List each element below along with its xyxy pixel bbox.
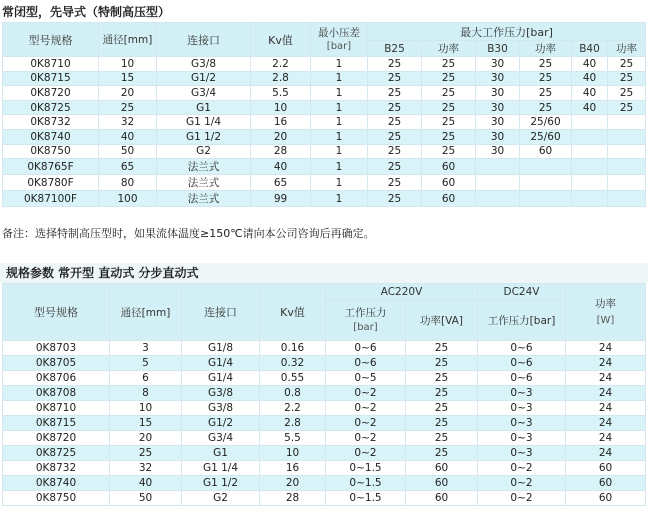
table-cell: 2.8 xyxy=(251,71,311,86)
table-cell: 25 xyxy=(608,100,646,115)
table-cell: 30 xyxy=(476,86,520,101)
table-cell: 0~2 xyxy=(326,401,406,416)
table-cell: 32 xyxy=(110,461,182,476)
table-cell: 0~1.5 xyxy=(326,491,406,506)
table-cell: 25 xyxy=(406,446,478,461)
table-cell: 25 xyxy=(520,100,572,115)
table-row xyxy=(3,57,646,72)
table-cell: 65 xyxy=(251,175,311,191)
table-cell: 5.5 xyxy=(251,86,311,101)
table-cell: 10 xyxy=(260,446,326,461)
table-cell: 0~6 xyxy=(326,341,406,356)
table-cell: G1 1/4 xyxy=(157,115,251,130)
table-cell: 0.55 xyxy=(260,371,326,386)
table-cell: 0K8703 xyxy=(3,341,110,356)
table-cell: 1 xyxy=(311,57,368,72)
table-cell: 25 xyxy=(110,446,182,461)
table-cell: 28 xyxy=(260,491,326,506)
table-cell: 25 xyxy=(406,386,478,401)
table-row xyxy=(3,341,646,356)
table-cell: 60 xyxy=(422,175,476,191)
table-cell: 50 xyxy=(99,144,157,159)
t2-header-model: 型号规格 xyxy=(3,284,110,341)
header-connection: 连接口 xyxy=(157,23,251,57)
table-cell: 0.32 xyxy=(260,356,326,371)
table-cell: 30 xyxy=(476,129,520,144)
table-cell: 25 xyxy=(368,71,422,86)
table-cell: 25 xyxy=(406,341,478,356)
table-cell: 24 xyxy=(566,341,646,356)
table-cell: 50 xyxy=(110,491,182,506)
table-cell: G1 1/2 xyxy=(157,129,251,144)
table-cell: 60 xyxy=(422,191,476,207)
table-cell: 0K8750 xyxy=(3,144,99,159)
table-row xyxy=(3,371,646,386)
table-cell: 25 xyxy=(368,175,422,191)
table-cell: 16 xyxy=(251,115,311,130)
section2-title: 规格参数 常开型 直动式 分步直动式 xyxy=(6,266,199,280)
table-cell: 40 xyxy=(572,86,608,101)
table-cell: 20 xyxy=(99,86,157,101)
header-power-b40: 功率 xyxy=(608,41,646,57)
table-cell: 28 xyxy=(251,144,311,159)
table-cell: 0~3 xyxy=(478,431,566,446)
table-cell: 0K8725 xyxy=(3,100,99,115)
table-cell: 40 xyxy=(572,71,608,86)
table-cell: 0K8732 xyxy=(3,461,110,476)
table-cell: 1 xyxy=(311,71,368,86)
t2-header-kv: Kv值 xyxy=(260,284,326,341)
table-cell xyxy=(476,159,520,175)
header-min-diff-label: 最小压差 xyxy=(318,26,360,39)
table-cell: 99 xyxy=(251,191,311,207)
table-cell: 60 xyxy=(406,476,478,491)
t2-header-dc-pressure: 工作压力[bar] xyxy=(478,301,566,341)
table-cell xyxy=(520,159,572,175)
table-cell: 法兰式 xyxy=(157,191,251,207)
header-min-diff xyxy=(311,23,368,57)
table-cell: 0.8 xyxy=(260,386,326,401)
table-row xyxy=(3,115,646,130)
t2-header-dc-power-unit: [W] xyxy=(596,314,615,326)
table-cell: 10 xyxy=(99,57,157,72)
table-cell: 20 xyxy=(251,129,311,144)
table-cell: 5 xyxy=(110,356,182,371)
table-cell xyxy=(608,191,646,207)
table-cell: 0~6 xyxy=(478,371,566,386)
table-cell: 10 xyxy=(110,401,182,416)
table-cell: 25 xyxy=(520,86,572,101)
table-cell: 25 xyxy=(422,86,476,101)
table-cell: 60 xyxy=(520,144,572,159)
table-cell: 2.2 xyxy=(251,57,311,72)
table-cell: G1 xyxy=(182,446,260,461)
table-cell: G3/8 xyxy=(182,401,260,416)
header-model: 型号规格 xyxy=(3,23,99,57)
table-cell: 60 xyxy=(422,159,476,175)
table-cell: 40 xyxy=(572,100,608,115)
table-row xyxy=(3,431,646,446)
table-cell xyxy=(608,115,646,130)
table-cell: 30 xyxy=(476,115,520,130)
t2-header-ac-pressure-label: 工作压力 xyxy=(344,307,387,319)
table-cell: 0K8740 xyxy=(3,476,110,491)
t2-header-ac-pressure xyxy=(326,301,406,341)
table-row xyxy=(3,175,646,191)
table-cell: 0~2 xyxy=(326,446,406,461)
table-cell: 25 xyxy=(406,431,478,446)
table-cell: 16 xyxy=(260,461,326,476)
table-cell: G1/4 xyxy=(182,356,260,371)
section2-rows xyxy=(3,341,646,506)
table-cell: 24 xyxy=(566,446,646,461)
table-cell: 0K8715 xyxy=(3,71,99,86)
table-cell: 5.5 xyxy=(260,431,326,446)
table-cell: 60 xyxy=(406,461,478,476)
table-cell: 0K8708 xyxy=(3,386,110,401)
table-cell: 40 xyxy=(99,129,157,144)
table-cell xyxy=(608,144,646,159)
table-cell: 25/60 xyxy=(520,115,572,130)
table-cell: G1 1/4 xyxy=(182,461,260,476)
header-b25: B25 xyxy=(368,41,422,57)
table-cell: G1 1/2 xyxy=(182,476,260,491)
table-cell: G3/4 xyxy=(157,86,251,101)
table-cell xyxy=(476,175,520,191)
table-cell: 0K8765F xyxy=(3,159,99,175)
table-row xyxy=(3,129,646,144)
table-cell xyxy=(520,175,572,191)
table-cell: 0~1.5 xyxy=(326,461,406,476)
t2-header-dc-power xyxy=(566,284,646,341)
table-cell: 0K8710 xyxy=(3,401,110,416)
t2-header-diameter: 通径[mm] xyxy=(110,284,182,341)
table-cell: 0K8740 xyxy=(3,129,99,144)
table-cell: 60 xyxy=(566,476,646,491)
table-row xyxy=(3,86,646,101)
table-cell: 100 xyxy=(99,191,157,207)
table-row xyxy=(3,401,646,416)
table-row xyxy=(3,476,646,491)
table-cell: 0~2 xyxy=(478,461,566,476)
table-cell: G3/8 xyxy=(157,57,251,72)
table-cell: 0~2 xyxy=(326,386,406,401)
table-cell: 0~5 xyxy=(326,371,406,386)
table-row xyxy=(3,191,646,207)
table-cell: 25 xyxy=(99,100,157,115)
table-cell: 25 xyxy=(608,86,646,101)
table-cell xyxy=(572,159,608,175)
t2-header-dc-power-label: 功率 xyxy=(595,297,616,310)
table-cell: 32 xyxy=(99,115,157,130)
header-power-b25: 功率 xyxy=(422,41,476,57)
table-cell xyxy=(608,129,646,144)
table-row xyxy=(3,100,646,115)
table-cell: 0K8720 xyxy=(3,431,110,446)
table-cell xyxy=(572,129,608,144)
table-cell: G1/4 xyxy=(182,371,260,386)
section1-note: 备注：选择特制高压型时，如果流体温度≥150℃请向本公司咨询后再确定。 xyxy=(2,227,375,240)
table-cell: 30 xyxy=(476,100,520,115)
table-cell: 0~2 xyxy=(478,476,566,491)
table-cell: 1 xyxy=(311,191,368,207)
table-cell: 0K8750 xyxy=(3,491,110,506)
table-cell xyxy=(572,144,608,159)
t2-header-ac-pressure-unit: [bar] xyxy=(353,322,378,333)
high-pressure-spec-table xyxy=(2,22,646,207)
table-cell: 30 xyxy=(476,57,520,72)
table-cell: 80 xyxy=(99,175,157,191)
table-row xyxy=(3,461,646,476)
table-cell: 0~2 xyxy=(326,431,406,446)
table-cell: 0K87100F xyxy=(3,191,99,207)
table-cell xyxy=(608,175,646,191)
table-cell: 0~2 xyxy=(478,491,566,506)
header-max-pressure: 最大工作压力[bar] xyxy=(368,23,646,41)
table-cell: 25 xyxy=(406,401,478,416)
table-cell: 25 xyxy=(608,57,646,72)
table-cell: 60 xyxy=(406,491,478,506)
table-cell: 20 xyxy=(260,476,326,491)
table-cell: 25 xyxy=(406,371,478,386)
header-kv: Kv值 xyxy=(251,23,311,57)
table-cell: 0K8706 xyxy=(3,371,110,386)
table-cell: G2 xyxy=(157,144,251,159)
header-power-b30: 功率 xyxy=(520,41,572,57)
table-cell: 1 xyxy=(311,86,368,101)
table-cell: 1 xyxy=(311,115,368,130)
table-cell: 0~1.5 xyxy=(326,476,406,491)
table-cell: 25 xyxy=(368,57,422,72)
table-cell: 25 xyxy=(368,86,422,101)
table-cell: 60 xyxy=(566,461,646,476)
table-cell: 0~6 xyxy=(478,356,566,371)
table-cell: 法兰式 xyxy=(157,159,251,175)
table-cell: G1/8 xyxy=(182,341,260,356)
table-cell: 24 xyxy=(566,386,646,401)
header-b30: B30 xyxy=(476,41,520,57)
table-cell: 25 xyxy=(422,115,476,130)
table-row xyxy=(3,386,646,401)
table-cell: 0K8710 xyxy=(3,57,99,72)
table-cell: 30 xyxy=(476,71,520,86)
table-cell: 0~3 xyxy=(478,386,566,401)
t2-header-dc: DC24V xyxy=(478,284,566,301)
table-cell: 25 xyxy=(406,356,478,371)
table-cell: 25 xyxy=(406,416,478,431)
table-cell: 40 xyxy=(110,476,182,491)
table-cell: 法兰式 xyxy=(157,175,251,191)
table-row xyxy=(3,356,646,371)
table-cell: 25 xyxy=(368,144,422,159)
table-cell: 25 xyxy=(422,144,476,159)
table-cell: 15 xyxy=(99,71,157,86)
table-cell: 8 xyxy=(110,386,182,401)
table-cell: 25/60 xyxy=(520,129,572,144)
table-cell: 0~6 xyxy=(478,341,566,356)
table-cell xyxy=(572,175,608,191)
table-cell: 25 xyxy=(608,71,646,86)
table-cell: 2.8 xyxy=(260,416,326,431)
table-cell: 65 xyxy=(99,159,157,175)
table-cell: 2.2 xyxy=(260,401,326,416)
table-cell: 0K8705 xyxy=(3,356,110,371)
table-cell: 10 xyxy=(251,100,311,115)
table-cell: 0K8720 xyxy=(3,86,99,101)
header-b40: B40 xyxy=(572,41,608,57)
table-cell: 25 xyxy=(422,57,476,72)
table-cell: G1/2 xyxy=(182,416,260,431)
table-cell: 1 xyxy=(311,100,368,115)
normally-open-spec-table xyxy=(2,283,646,506)
table-row xyxy=(3,416,646,431)
table-cell: G3/4 xyxy=(182,431,260,446)
t2-header-connection: 连接口 xyxy=(182,284,260,341)
table-row xyxy=(3,159,646,175)
table-cell: G3/8 xyxy=(182,386,260,401)
table-cell: 25 xyxy=(520,71,572,86)
table-cell: 0K8780F xyxy=(3,175,99,191)
table-cell: 0K8725 xyxy=(3,446,110,461)
table-cell: 0K8732 xyxy=(3,115,99,130)
table-cell xyxy=(572,191,608,207)
table-cell: 1 xyxy=(311,144,368,159)
table-cell: 30 xyxy=(476,144,520,159)
table-cell: 0~3 xyxy=(478,401,566,416)
table-cell xyxy=(572,115,608,130)
table-cell xyxy=(476,191,520,207)
table-cell: 25 xyxy=(368,115,422,130)
table-cell: 24 xyxy=(566,371,646,386)
table-cell: G1/2 xyxy=(157,71,251,86)
table-cell: 25 xyxy=(368,159,422,175)
table-cell: 24 xyxy=(566,401,646,416)
table-cell: 24 xyxy=(566,416,646,431)
table-cell: 6 xyxy=(110,371,182,386)
table-cell: 20 xyxy=(110,431,182,446)
t2-header-ac: AC220V xyxy=(326,284,478,301)
table-cell xyxy=(520,191,572,207)
table-cell: 0~3 xyxy=(478,416,566,431)
table-cell: 25 xyxy=(520,57,572,72)
table-cell: G1 xyxy=(157,100,251,115)
table-cell: 3 xyxy=(110,341,182,356)
table-cell: 24 xyxy=(566,356,646,371)
header-diameter: 通径[mm] xyxy=(99,23,157,57)
table-cell: 25 xyxy=(368,129,422,144)
header-min-diff-unit: [bar] xyxy=(326,40,352,52)
table-cell: 40 xyxy=(251,159,311,175)
table-row xyxy=(3,144,646,159)
table-cell: 0.16 xyxy=(260,341,326,356)
table-cell: 40 xyxy=(572,57,608,72)
table-row xyxy=(3,71,646,86)
table-cell: 25 xyxy=(422,129,476,144)
table-cell: 1 xyxy=(311,175,368,191)
table-cell: 0~6 xyxy=(326,356,406,371)
table-cell: 0K8715 xyxy=(3,416,110,431)
table-cell: 25 xyxy=(368,191,422,207)
section1-rows xyxy=(3,57,646,207)
table-row xyxy=(3,446,646,461)
table-cell: 25 xyxy=(422,100,476,115)
table-cell xyxy=(608,159,646,175)
table-cell: 25 xyxy=(422,71,476,86)
table-cell: 0~2 xyxy=(326,416,406,431)
table-cell: 1 xyxy=(311,129,368,144)
t2-header-ac-power: 功率[VA] xyxy=(406,301,478,341)
table-cell: 15 xyxy=(110,416,182,431)
table-cell: G2 xyxy=(182,491,260,506)
table-cell: 1 xyxy=(311,159,368,175)
section1-title: 常闭型，先导式（特制高压型） xyxy=(2,5,171,19)
table-row xyxy=(3,491,646,506)
table-cell: 0~3 xyxy=(478,446,566,461)
table-cell: 24 xyxy=(566,431,646,446)
table-cell: 25 xyxy=(368,100,422,115)
table-cell: 60 xyxy=(566,491,646,506)
